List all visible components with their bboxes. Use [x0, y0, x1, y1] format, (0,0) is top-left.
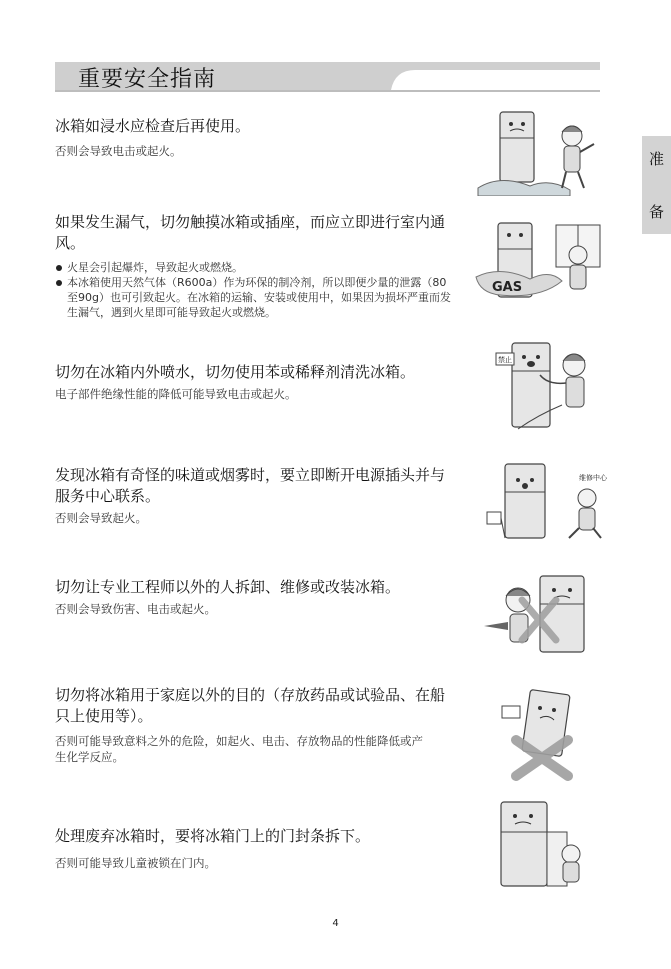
safety-item-title: 处理废弃冰箱时，要将冰箱门上的门封条拆下。 — [55, 827, 371, 845]
safety-item-note: 否则会导致伤害、电击或起火。 — [55, 602, 216, 616]
safety-item-title: 切勿让专业工程师以外的人拆卸、维修或改装冰箱。 — [55, 578, 401, 596]
side-tab — [642, 136, 671, 234]
bullet-dot — [56, 280, 62, 286]
safety-item-smell-smoke — [55, 465, 455, 526]
safety-item-title: 发现冰箱有奇怪的味道或烟雾时，要立即断开电源插头并与服务中心联系。 — [55, 466, 446, 505]
safety-item-note: 否则可能导致意料之外的危险，如起火、电击、存放物品的性能降低或产生化学反应。 — [55, 734, 423, 764]
illustration-no-spray — [478, 335, 613, 439]
safety-item-note: 否则会导致起火。 — [55, 511, 147, 525]
illustration-gas-leak — [470, 215, 610, 311]
bullet-item — [55, 260, 455, 275]
safety-item-household-only — [55, 685, 450, 765]
service-center-label: 维修中心 — [579, 474, 607, 482]
bullet-dot — [56, 265, 62, 271]
safety-item-note: 否则可能导致儿童被锁在门内。 — [55, 856, 216, 870]
illustration-no-disassembly — [478, 570, 613, 664]
illustration-unplug-service — [475, 458, 615, 552]
safety-item-note: 电子部件绝缘性能的降低可能导致电击或起火。 — [55, 387, 297, 401]
bullet-text: 本冰箱使用天然气体（R600a）作为环保的制冷剂，所以即便少量的泄露（80至90g）也可引致起火。在冰箱的运输、安装或使用中，如果因为损坏严重而发生漏气，遇到火星即可能导致起火或燃烧。 — [67, 276, 451, 319]
bullet-list — [55, 260, 455, 320]
no-label: 禁止 — [498, 356, 512, 364]
safety-item-title: 冰箱如浸水应检查后再使用。 — [55, 117, 251, 135]
page-number: 4 — [332, 918, 339, 929]
side-tab-char: 备 — [648, 203, 664, 221]
safety-item-title: 切勿将冰箱用于家庭以外的目的（存放药品或试验品、在船只上使用等）。 — [55, 686, 446, 725]
safety-item-no-disassembly — [55, 577, 455, 617]
page-title: 重要安全指南 — [78, 67, 217, 92]
safety-item-water — [55, 116, 455, 159]
safety-item-title: 如果发生漏气，切勿触摸冰箱或插座，而应立即进行室内通风。 — [55, 213, 446, 252]
illustration-flooded-fridge — [470, 108, 610, 200]
illustration-disposal — [495, 798, 595, 894]
illustration-household-only — [488, 686, 603, 785]
bullet-item — [55, 275, 455, 320]
bullet-text: 火星会引起爆炸，导致起火或燃烧。 — [67, 261, 243, 274]
safety-item-gas-leak — [55, 212, 455, 320]
gas-label: GAS — [492, 280, 523, 295]
safety-item-note: 否则会导致电击或起火。 — [55, 144, 182, 158]
safety-item-spray-water — [55, 362, 455, 402]
safety-item-disposal — [55, 826, 455, 871]
safety-item-title: 切勿在冰箱内外喷水，切勿使用苯或稀释剂清洗冰箱。 — [55, 363, 416, 381]
side-tab-char: 准 — [648, 150, 664, 168]
